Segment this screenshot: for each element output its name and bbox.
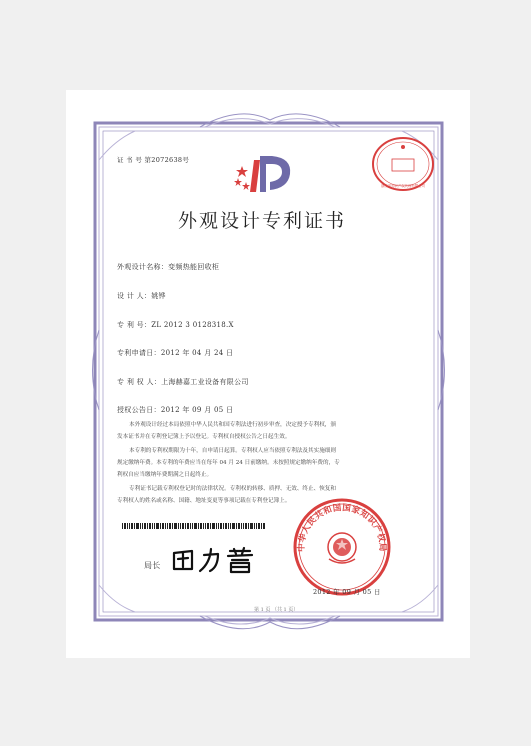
agency-stamp	[370, 135, 436, 193]
field-label: 设 计 人：	[117, 292, 152, 300]
certificate-number: 证 书 号 第2072638号	[117, 156, 190, 164]
paragraph-line: 本专利的专利权期限为十年，自申请日起算。专利权人应当依照专利法及其实施细则	[129, 448, 336, 454]
paragraph-line: 本外观设计经过本局依照中华人民共和国专利法进行初步审查，决定授予专利权，颁	[129, 422, 336, 428]
field-label: 专 利 权 人：	[117, 378, 162, 386]
agency-stamp-text: 浙江省知识产权代理有限公司	[380, 184, 426, 188]
field-label: 专利申请日：	[117, 349, 161, 357]
barcode	[122, 523, 265, 529]
field-value: 2012 年 09 月 05 日	[160, 406, 234, 414]
paragraph-line: 利权自应当缴纳年费期满之日起终止。	[117, 472, 213, 478]
field-label: 授权公告日：	[117, 406, 161, 414]
seal-text: 中华人民共和国国家知识产权局	[296, 503, 388, 553]
field-grant-date	[117, 405, 233, 415]
field-value: 变频热能回收柜	[168, 263, 220, 271]
director-label: 局长	[144, 561, 161, 570]
field-label: 外观设计名称：	[117, 263, 169, 271]
field-design-name	[117, 262, 219, 272]
official-seal	[283, 497, 401, 597]
paragraph-line: 发本证书并在专利登记簿上予以登记。专利权自授权公告之日起生效。	[117, 434, 291, 440]
paragraph-line: 专利权人的姓名或名称、国籍、地址变更等事项记载在专利登记簿上。	[117, 498, 291, 504]
field-designer	[117, 291, 166, 301]
field-value: 2012 年 04 月 24 日	[160, 349, 234, 357]
seal-date: 2012 年 09 月 05 日	[313, 588, 381, 596]
field-value: ZL 2012 3 0128318.X	[151, 321, 234, 329]
field-value: 上海赫嘉工业设备有限公司	[161, 378, 249, 386]
patent-office-logo	[230, 152, 296, 196]
paragraph-line: 专利证书记载专利权登记时的法律状况。专利权的转移、质押、无效、终止、恢复和	[129, 486, 336, 492]
director-signature	[170, 545, 260, 575]
certificate-title: 外观设计专利证书	[178, 210, 347, 232]
field-patent-number	[117, 320, 234, 330]
page-footer: 第 1 页 （共 1 页）	[254, 607, 299, 613]
field-patentee	[117, 377, 249, 387]
field-application-date	[117, 348, 233, 358]
paragraph-line: 规定缴纳年费。本专利的年费应当在每年 04 月 24 日前缴纳。未按照规定缴纳年费的，专	[117, 460, 340, 466]
field-value: 姚铧	[151, 292, 166, 300]
field-label: 专 利 号：	[117, 321, 152, 329]
